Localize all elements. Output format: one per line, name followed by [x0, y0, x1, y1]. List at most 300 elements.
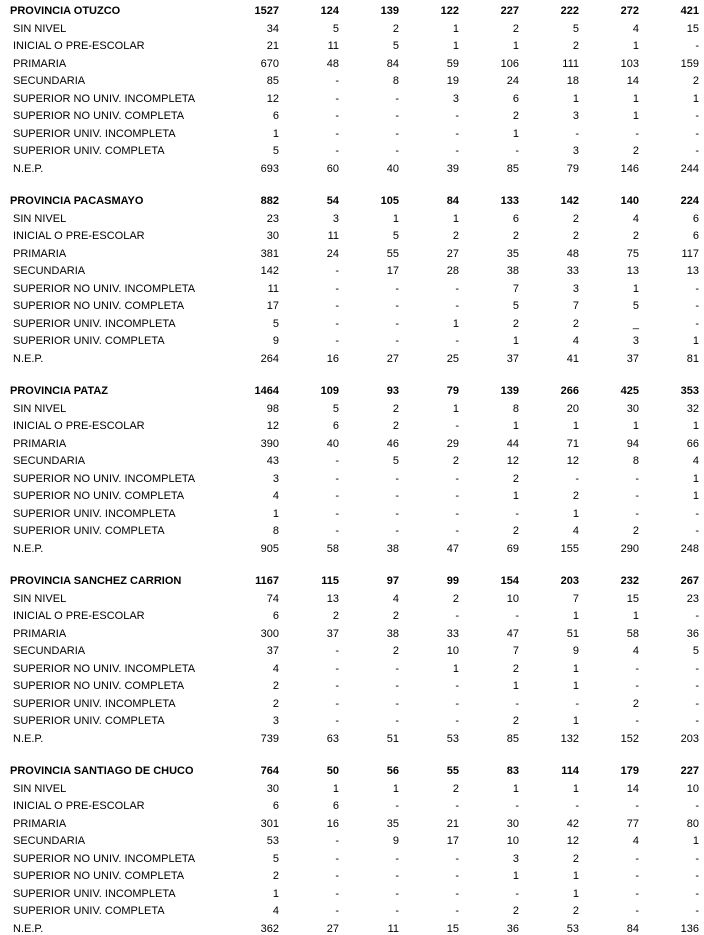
education-level-row — [0, 886, 704, 904]
value-cell: 16 — [326, 352, 339, 365]
education-level-row — [0, 418, 704, 436]
education-level-row — [0, 506, 704, 524]
value-cell: 362 — [260, 922, 279, 935]
value-cell: 2 — [452, 592, 459, 605]
value-cell: 6 — [332, 420, 339, 432]
value-cell: 103 — [620, 57, 639, 70]
value-cell: 2 — [332, 610, 339, 622]
value-cell: 33 — [446, 627, 459, 640]
total-cell: 84 — [446, 195, 459, 207]
row-label: SUPERIOR NO UNIV. COMPLETA — [13, 680, 185, 692]
value-cell: 55 — [386, 247, 399, 260]
value-cell: - — [455, 300, 459, 312]
value-cell: 12 — [566, 455, 579, 467]
value-cell: 30 — [266, 782, 279, 795]
education-level-row — [0, 608, 704, 626]
value-cell: - — [635, 472, 639, 485]
value-cell: - — [335, 697, 339, 710]
value-cell: 75 — [626, 247, 639, 260]
value-cell: - — [395, 525, 399, 537]
province-title: PROVINCIA PATAZ — [10, 385, 108, 397]
education-level-row — [0, 436, 704, 454]
total-cell: 54 — [326, 195, 339, 207]
total-cell: 1167 — [255, 575, 279, 587]
value-cell: 155 — [560, 542, 579, 555]
value-cell: - — [515, 610, 519, 622]
value-cell: - — [695, 905, 699, 917]
value-cell: 1 — [272, 887, 279, 900]
value-cell: 132 — [560, 732, 579, 745]
value-cell: 15 — [626, 592, 639, 605]
value-cell: 25 — [446, 352, 459, 365]
value-cell: - — [635, 715, 639, 727]
value-cell: 85 — [506, 732, 519, 745]
education-level-row — [0, 246, 704, 264]
total-cell: 1527 — [254, 5, 279, 17]
value-cell: 53 — [566, 922, 579, 935]
value-cell: - — [335, 525, 339, 537]
province-header-row — [0, 573, 704, 591]
province-section — [0, 193, 704, 368]
value-cell: 3 — [272, 472, 279, 485]
value-cell: - — [695, 870, 699, 882]
value-cell: 2 — [452, 455, 459, 467]
value-cell: 69 — [506, 542, 519, 555]
education-level-row — [0, 91, 704, 109]
value-cell: 2 — [572, 40, 579, 52]
value-cell: - — [395, 662, 399, 675]
value-cell: 27 — [386, 352, 399, 365]
value-cell: 4 — [272, 490, 279, 502]
value-cell: - — [695, 300, 699, 312]
value-cell: 58 — [326, 542, 339, 555]
value-cell: - — [575, 697, 579, 710]
value-cell: 3 — [632, 335, 639, 347]
value-cell: 1 — [572, 507, 579, 520]
value-cell: 29 — [446, 437, 459, 450]
value-cell: - — [395, 92, 399, 105]
value-cell: 2 — [392, 420, 399, 432]
value-cell: 6 — [272, 110, 279, 122]
value-cell: 4 — [632, 835, 639, 847]
education-level-row — [0, 678, 704, 696]
total-cell: 105 — [380, 195, 399, 207]
value-cell: 3 — [272, 715, 279, 727]
total-cell: 224 — [680, 195, 699, 207]
value-cell: 4 — [632, 645, 639, 657]
row-label: N.E.P. — [13, 922, 44, 935]
value-cell: 27 — [446, 247, 459, 260]
value-cell: - — [635, 905, 639, 917]
row-label: PRIMARIA — [13, 627, 67, 640]
value-cell: 4 — [692, 455, 699, 467]
value-cell: 85 — [266, 75, 279, 87]
education-level-row — [0, 281, 704, 299]
value-cell: 12 — [266, 420, 279, 432]
education-level-row — [0, 73, 704, 91]
education-level-row — [0, 108, 704, 126]
education-level-row — [0, 38, 704, 56]
value-cell: 9 — [272, 335, 279, 347]
value-cell: 39 — [446, 162, 459, 175]
value-cell: 1 — [692, 835, 699, 847]
value-cell: - — [395, 715, 399, 727]
row-label: SUPERIOR NO UNIV. INCOMPLETA — [13, 282, 196, 295]
value-cell: 1 — [572, 887, 579, 900]
value-cell: - — [395, 300, 399, 312]
value-cell: - — [335, 852, 339, 865]
row-label: SECUNDARIA — [13, 265, 86, 277]
education-level-row — [0, 816, 704, 834]
value-cell: - — [335, 905, 339, 917]
value-cell: 1 — [332, 782, 339, 795]
total-cell: 122 — [440, 5, 459, 17]
value-cell: 6 — [512, 92, 519, 105]
value-cell: 12 — [566, 835, 579, 847]
value-cell: 5 — [692, 645, 699, 657]
value-cell: 1 — [692, 420, 699, 432]
province-header-row — [0, 193, 704, 211]
row-label: SECUNDARIA — [13, 835, 86, 847]
value-cell: 17 — [446, 835, 459, 847]
province-title: PROVINCIA OTUZCO — [10, 5, 121, 17]
value-cell: 1 — [632, 40, 639, 52]
value-cell: 35 — [506, 247, 519, 260]
value-cell: 1 — [512, 420, 519, 432]
value-cell: 13 — [626, 265, 639, 277]
value-cell: 5 — [392, 40, 399, 52]
value-cell: - — [455, 420, 459, 432]
value-cell: 1 — [392, 782, 399, 795]
value-cell: - — [455, 525, 459, 537]
row-label: SECUNDARIA — [13, 645, 86, 657]
total-cell: 140 — [620, 195, 639, 207]
total-cell: 353 — [680, 385, 699, 397]
value-cell: - — [395, 490, 399, 502]
value-cell: 1 — [512, 680, 519, 692]
total-cell: 179 — [620, 765, 639, 777]
value-cell: - — [635, 680, 639, 692]
value-cell: - — [335, 455, 339, 467]
value-cell: - — [455, 697, 459, 710]
value-cell: - — [335, 92, 339, 105]
value-cell: 2 — [512, 472, 519, 485]
value-cell: 2 — [452, 230, 459, 242]
education-level-row — [0, 56, 704, 74]
row-label: SIN NIVEL — [13, 212, 67, 225]
value-cell: 693 — [260, 162, 279, 175]
value-cell: - — [455, 680, 459, 692]
value-cell: - — [515, 145, 519, 157]
value-cell: 10 — [686, 782, 699, 795]
value-cell: 136 — [680, 922, 699, 935]
total-cell: 266 — [560, 385, 579, 397]
value-cell: 4 — [272, 662, 279, 675]
value-cell: 24 — [326, 247, 339, 260]
value-cell: 6 — [272, 610, 279, 622]
row-label: PRIMARIA — [13, 247, 67, 260]
total-cell: 267 — [680, 575, 699, 587]
value-cell: 79 — [566, 162, 579, 175]
value-cell: - — [515, 887, 519, 900]
value-cell: 2 — [572, 212, 579, 225]
value-cell: 2 — [272, 680, 279, 692]
total-cell: 115 — [321, 575, 339, 587]
value-cell: - — [335, 472, 339, 485]
province-title: PROVINCIA PACASMAYO — [10, 195, 144, 207]
value-cell: - — [335, 715, 339, 727]
value-cell: - — [635, 887, 639, 900]
value-cell: 4 — [392, 592, 399, 605]
value-cell: 1 — [452, 22, 459, 35]
value-cell: 38 — [386, 627, 399, 640]
row-label: PRIMARIA — [13, 57, 67, 70]
value-cell: 2 — [512, 525, 519, 537]
value-cell: - — [575, 800, 579, 812]
value-cell: 63 — [326, 732, 339, 745]
total-cell: 203 — [560, 575, 579, 587]
value-cell: 670 — [260, 57, 279, 70]
value-cell: - — [455, 887, 459, 900]
education-level-row — [0, 833, 704, 851]
value-cell: 15 — [446, 922, 459, 935]
row-label: INICIAL O PRE-ESCOLAR — [13, 40, 145, 52]
value-cell: 1 — [512, 782, 519, 795]
value-cell: 5 — [272, 852, 279, 865]
value-cell: 1 — [512, 870, 519, 882]
value-cell: 1 — [692, 92, 699, 105]
value-cell: 1 — [572, 680, 579, 692]
value-cell: 32 — [686, 402, 699, 415]
value-cell: - — [695, 800, 699, 812]
row-label: SUPERIOR NO UNIV. COMPLETA — [13, 110, 185, 122]
value-cell: 59 — [446, 57, 459, 70]
value-cell: 5 — [272, 317, 279, 330]
value-cell: 51 — [386, 732, 399, 745]
value-cell: 13 — [326, 592, 339, 605]
value-cell: - — [635, 490, 639, 502]
value-cell: 4 — [572, 525, 579, 537]
value-cell: - — [335, 317, 339, 330]
value-cell: 2 — [392, 22, 399, 35]
value-cell: - — [395, 335, 399, 347]
value-cell: 47 — [506, 627, 519, 640]
education-level-row — [0, 471, 704, 489]
value-cell: 290 — [620, 542, 639, 555]
value-cell: 23 — [266, 212, 279, 225]
total-cell: 425 — [620, 385, 639, 397]
value-cell: 53 — [446, 732, 459, 745]
value-cell: - — [695, 282, 699, 295]
value-cell: 2 — [512, 905, 519, 917]
value-cell: 1 — [512, 335, 519, 347]
value-cell: _ — [632, 317, 639, 330]
value-cell: - — [695, 127, 699, 140]
value-cell: 11 — [327, 40, 339, 52]
value-cell: 1 — [692, 335, 699, 347]
education-level-row — [0, 21, 704, 39]
value-cell: - — [335, 335, 339, 347]
total-cell: 222 — [560, 5, 579, 17]
value-cell: 35 — [386, 817, 399, 830]
value-cell: 8 — [632, 455, 639, 467]
value-cell: 43 — [266, 455, 279, 467]
value-cell: - — [335, 145, 339, 157]
row-label: N.E.P. — [13, 732, 44, 745]
value-cell: 53 — [266, 835, 279, 847]
value-cell: 3 — [332, 212, 339, 225]
row-label: SIN NIVEL — [13, 402, 67, 415]
value-cell: 11 — [327, 230, 339, 242]
value-cell: 1 — [452, 212, 459, 225]
value-cell: - — [695, 852, 699, 865]
total-cell: 142 — [560, 195, 579, 207]
value-cell: 1 — [632, 610, 639, 622]
province-section — [0, 763, 704, 935]
value-cell: 3 — [572, 145, 579, 157]
value-cell: 5 — [272, 145, 279, 157]
value-cell: - — [695, 887, 699, 900]
value-cell: 81 — [686, 352, 699, 365]
value-cell: 4 — [272, 905, 279, 917]
value-cell: 71 — [566, 437, 579, 450]
total-cell: 154 — [500, 575, 519, 587]
value-cell: 8 — [272, 525, 279, 537]
value-cell: - — [455, 852, 459, 865]
row-label: SUPERIOR UNIV. COMPLETA — [13, 145, 165, 157]
value-cell: 37 — [506, 352, 519, 365]
total-cell: 93 — [386, 385, 399, 397]
row-label: SUPERIOR NO UNIV. INCOMPLETA — [13, 472, 196, 485]
value-cell: - — [695, 145, 699, 157]
value-cell: 264 — [260, 352, 279, 365]
value-cell: 38 — [506, 265, 519, 277]
value-cell: 1 — [392, 212, 399, 225]
value-cell: 117 — [681, 247, 699, 260]
total-cell: 272 — [620, 5, 639, 17]
row-label: N.E.P. — [13, 162, 44, 175]
total-cell: 124 — [320, 5, 339, 17]
education-level-row — [0, 921, 704, 935]
total-cell: 114 — [561, 765, 579, 777]
value-cell: 159 — [680, 57, 699, 70]
value-cell: - — [335, 75, 339, 87]
row-label: SUPERIOR NO UNIV. COMPLETA — [13, 490, 185, 502]
education-level-row — [0, 851, 704, 869]
value-cell: - — [695, 525, 699, 537]
value-cell: 98 — [266, 402, 279, 415]
value-cell: 2 — [512, 230, 519, 242]
value-cell: - — [635, 507, 639, 520]
value-cell: 42 — [566, 817, 579, 830]
value-cell: 2 — [512, 715, 519, 727]
value-cell: - — [395, 852, 399, 865]
value-cell: - — [335, 662, 339, 675]
education-level-row — [0, 263, 704, 281]
value-cell: 13 — [686, 265, 699, 277]
row-label: SUPERIOR UNIV. INCOMPLETA — [13, 507, 176, 520]
value-cell: 4 — [572, 335, 579, 347]
value-cell: 44 — [506, 437, 519, 450]
value-cell: - — [335, 127, 339, 140]
education-level-row — [0, 781, 704, 799]
value-cell: 6 — [692, 212, 699, 225]
value-cell: 1 — [572, 782, 579, 795]
education-level-row — [0, 488, 704, 506]
value-cell: - — [335, 887, 339, 900]
value-cell: 2 — [452, 782, 459, 795]
value-cell: - — [395, 317, 399, 330]
value-cell: 1 — [272, 127, 279, 140]
value-cell: 2 — [632, 697, 639, 710]
value-cell: - — [455, 905, 459, 917]
education-level-row — [0, 453, 704, 471]
value-cell: 381 — [260, 247, 279, 260]
value-cell: 2 — [632, 145, 639, 157]
value-cell: 2 — [572, 230, 579, 242]
total-cell: 50 — [326, 765, 339, 777]
value-cell: 1 — [692, 490, 699, 502]
value-cell: - — [575, 472, 579, 485]
province-section — [0, 573, 704, 748]
total-cell: 882 — [260, 195, 279, 207]
value-cell: 905 — [260, 542, 279, 555]
total-cell: 97 — [386, 575, 399, 587]
value-cell: 2 — [692, 75, 699, 87]
value-cell: - — [635, 852, 639, 865]
value-cell: 21 — [266, 40, 279, 52]
value-cell: 1 — [572, 92, 579, 105]
value-cell: - — [335, 265, 339, 277]
value-cell: 1 — [512, 490, 519, 502]
province-header-row — [0, 383, 704, 401]
value-cell: 36 — [506, 922, 519, 935]
row-label: PRIMARIA — [13, 817, 67, 830]
value-cell: - — [395, 680, 399, 692]
value-cell: 40 — [386, 162, 399, 175]
education-level-row — [0, 868, 704, 886]
value-cell: 19 — [446, 75, 459, 87]
value-cell: 2 — [632, 525, 639, 537]
education-level-row — [0, 523, 704, 541]
value-cell: 2 — [632, 230, 639, 242]
value-cell: 12 — [506, 455, 519, 467]
value-cell: 7 — [512, 645, 519, 657]
education-level-row — [0, 228, 704, 246]
total-cell: 139 — [380, 5, 399, 17]
value-cell: 2 — [572, 490, 579, 502]
value-cell: 1 — [572, 715, 579, 727]
value-cell: - — [455, 282, 459, 295]
value-cell: - — [455, 800, 459, 812]
education-level-row — [0, 661, 704, 679]
value-cell: 248 — [680, 542, 699, 555]
value-cell: 7 — [572, 592, 579, 605]
value-cell: - — [695, 697, 699, 710]
value-cell: - — [395, 697, 399, 710]
row-label: SUPERIOR UNIV. COMPLETA — [13, 905, 165, 917]
value-cell: 6 — [332, 800, 339, 812]
total-cell: 227 — [680, 765, 699, 777]
education-level-row — [0, 161, 704, 179]
value-cell: - — [575, 127, 579, 140]
value-cell: - — [455, 145, 459, 157]
value-cell: 3 — [452, 92, 459, 105]
value-cell: 85 — [506, 162, 519, 175]
education-level-row — [0, 351, 704, 369]
value-cell: 37 — [266, 645, 279, 657]
value-cell: 6 — [512, 212, 519, 225]
